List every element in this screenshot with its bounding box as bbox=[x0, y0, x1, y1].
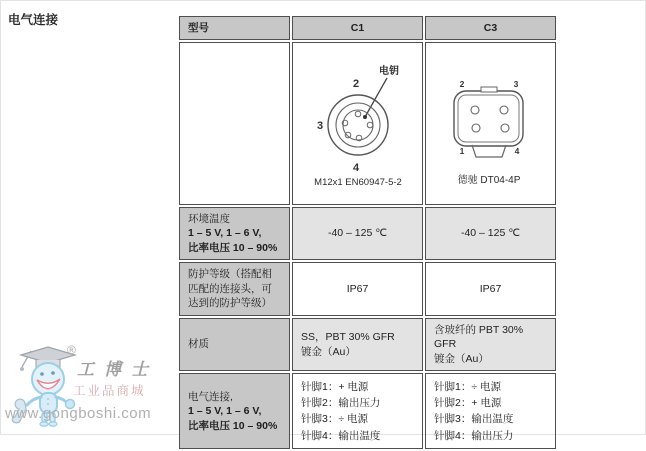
material-line: 镀金（Au） bbox=[434, 352, 489, 365]
housing-outer bbox=[454, 91, 523, 146]
housing-inner bbox=[458, 95, 519, 142]
pin-assignment: 针脚3：÷ 电源 bbox=[301, 413, 369, 426]
material-line: 含玻纤的 PBT 30% GFR bbox=[434, 323, 524, 351]
pin-assignment: 针脚1：+ 电源 bbox=[301, 380, 369, 393]
temperature-c1-value: -40 – 125 ℃ bbox=[292, 207, 423, 260]
label-line: 比率电压 10 – 90% bbox=[188, 419, 278, 432]
section-heading: 电气连接 bbox=[8, 13, 59, 27]
label-line: 电气连接, bbox=[188, 390, 233, 403]
m12-connector-diagram bbox=[301, 47, 414, 195]
material-label: 材质 bbox=[179, 318, 290, 371]
temperature-row bbox=[179, 207, 556, 260]
brand-name: 工博士 bbox=[77, 360, 158, 379]
pin-assignment: 针脚2：+ 电源 bbox=[434, 397, 502, 410]
keyway-dot bbox=[363, 115, 367, 119]
pin-hole bbox=[345, 133, 351, 139]
pin-hole bbox=[500, 106, 508, 114]
pin-assignment: 针脚3：输出温度 bbox=[434, 413, 514, 426]
pin-hole bbox=[471, 106, 479, 114]
material-line: SS，PBT 30% GFR bbox=[301, 331, 395, 344]
material-c3-value bbox=[425, 318, 556, 371]
column-header-model: 型号 bbox=[179, 16, 290, 40]
protection-label: 防护等级（搭配相匹配的连接头，可达到的防护等级） bbox=[179, 262, 290, 315]
registered-trademark-symbol: ® bbox=[67, 343, 76, 357]
label-line: 比率电压 10 – 90% bbox=[188, 241, 278, 254]
c3-connector-caption: 德驰 DT04-4P bbox=[457, 175, 521, 187]
c3-connector-cell bbox=[425, 42, 556, 204]
label-line: 1 – 5 V, 1 – 6 V, bbox=[188, 405, 262, 418]
bottom-wedge-tab bbox=[472, 145, 506, 157]
pin-hole bbox=[472, 124, 480, 132]
connector-diagram-row bbox=[179, 42, 556, 204]
pin-hole bbox=[367, 123, 373, 129]
keyway-label: 电钥 bbox=[379, 66, 399, 78]
pin-assignment: 针脚1：÷ 电源 bbox=[434, 380, 502, 393]
top-latch-tab bbox=[481, 87, 497, 92]
label-line: 环境温度 bbox=[188, 212, 230, 225]
pin-number-bottom: 4 bbox=[352, 162, 360, 175]
temperature-c3-value: -40 – 125 ℃ bbox=[425, 207, 556, 260]
pin-hole bbox=[501, 124, 509, 132]
spec-table bbox=[177, 14, 558, 451]
pin-number-left: 3 bbox=[316, 120, 324, 133]
pin-number-bottom-right: 4 bbox=[514, 146, 520, 157]
column-header-c3: C3 bbox=[425, 16, 556, 40]
temperature-label bbox=[179, 207, 290, 260]
dt04-connector-diagram bbox=[434, 47, 547, 195]
gongboshi-watermark bbox=[1, 341, 201, 436]
protection-c1-value: IP67 bbox=[292, 262, 423, 315]
pin-hole bbox=[355, 112, 361, 118]
pin-number-top-right: 3 bbox=[513, 79, 519, 90]
protection-c3-value: IP67 bbox=[425, 262, 556, 315]
pinout-c3 bbox=[425, 373, 556, 449]
c1-connector-cell bbox=[292, 42, 423, 204]
pin-assignment: 针脚4：输出温度 bbox=[301, 429, 381, 442]
pin-assignment: 针脚2：输出压力 bbox=[301, 397, 381, 410]
electrical-row bbox=[179, 373, 556, 449]
material-c1-value bbox=[292, 318, 423, 371]
pinout-c1 bbox=[292, 373, 423, 449]
brand-subtitle: 工业品商城 bbox=[73, 384, 146, 398]
empty-cell bbox=[179, 42, 290, 204]
pin-number-bottom-left: 1 bbox=[459, 146, 465, 157]
brand-url: www.gongboshi.com bbox=[5, 405, 152, 422]
pin-assignment: 针脚4：输出压力 bbox=[434, 429, 514, 442]
label-line: 1 – 5 V, 1 – 6 V, bbox=[188, 227, 262, 240]
pin-number-top: 2 bbox=[352, 78, 360, 91]
outer-ring bbox=[328, 95, 388, 155]
pin-number-top-left: 2 bbox=[459, 79, 465, 90]
table-header-row bbox=[179, 16, 556, 40]
material-line: 镀金（Au） bbox=[301, 345, 356, 358]
protection-row bbox=[179, 262, 556, 315]
column-header-c1: C1 bbox=[292, 16, 423, 40]
material-row bbox=[179, 318, 556, 371]
c1-connector-caption: M12x1 EN60947-5-2 bbox=[314, 177, 402, 189]
